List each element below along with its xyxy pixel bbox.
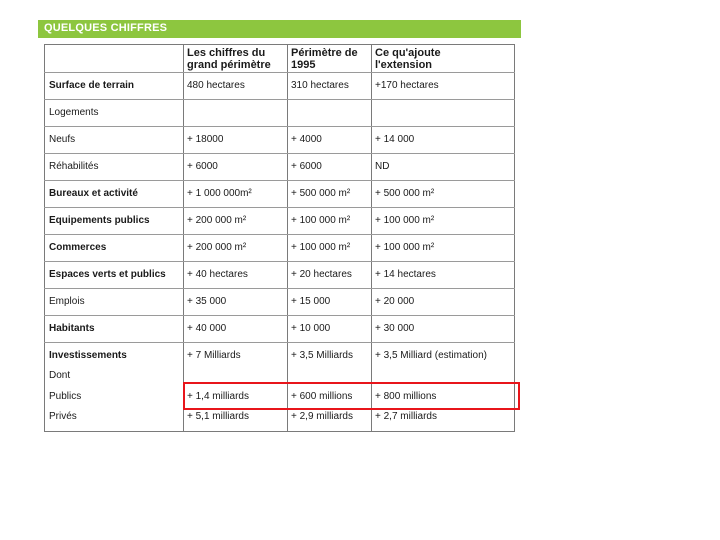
row-label: Surface de terrain xyxy=(49,80,135,91)
table-cell: + 500 000 m² xyxy=(375,188,435,199)
table-cell: + 3,5 Milliard (estimation) xyxy=(375,350,487,361)
row-divider xyxy=(44,288,515,289)
table-cell: + 1 000 000m² xyxy=(187,188,252,199)
table-cell: + 2,9 milliards xyxy=(291,411,353,422)
table-cell: + 200 000 m² xyxy=(187,215,247,226)
table-cell: + 14 000 xyxy=(375,134,415,145)
table-cell: + 3,5 Milliards xyxy=(291,350,353,361)
table-cell: + 4000 xyxy=(291,134,322,145)
row-label: Emplois xyxy=(49,296,85,307)
table-cell: + 1,4 milliards xyxy=(187,391,249,402)
table-cell: + 40 000 xyxy=(187,323,227,334)
row-divider xyxy=(44,153,515,154)
table-cell: + 100 000 m² xyxy=(291,215,351,226)
row-label: Publics xyxy=(49,391,82,402)
table-cell: + 6000 xyxy=(187,161,218,172)
table-cell: + 100 000 m² xyxy=(375,215,435,226)
column-header-extension: Ce qu'ajoute l'extension xyxy=(375,47,441,71)
column-divider xyxy=(183,44,184,432)
row-label: Espaces verts et publics xyxy=(49,269,166,280)
row-divider xyxy=(44,207,515,208)
row-label: Privés xyxy=(49,411,77,422)
highlight-box xyxy=(183,382,520,410)
table-cell: 310 hectares xyxy=(291,80,349,91)
row-label: Réhabilités xyxy=(49,161,99,172)
row-label: Neufs xyxy=(49,134,76,145)
table-cell: + 500 000 m² xyxy=(291,188,351,199)
table-cell: + 14 hectares xyxy=(375,269,436,280)
row-divider xyxy=(44,126,515,127)
row-divider xyxy=(44,72,515,73)
table-cell: + 200 000 m² xyxy=(187,242,247,253)
table-cell: + 20 hectares xyxy=(291,269,352,280)
table-cell: + 6000 xyxy=(291,161,322,172)
row-divider xyxy=(44,261,515,262)
table-cell: + 30 000 xyxy=(375,323,415,334)
title: QUELQUES CHIFFRES xyxy=(44,22,168,34)
column-header-grand-perimetre: Les chiffres du grand périmètre xyxy=(187,47,271,71)
figures-table xyxy=(44,44,515,432)
row-label: Commerces xyxy=(49,242,107,253)
column-header-perimetre-1995: Périmètre de 1995 xyxy=(291,47,358,71)
table-cell: + 20 000 xyxy=(375,296,415,307)
table-cell: + 40 hectares xyxy=(187,269,248,280)
row-label: Dont xyxy=(49,370,71,381)
row-label: Habitants xyxy=(49,323,95,334)
table-cell: ND xyxy=(375,161,390,172)
table-cell: 480 hectares xyxy=(187,80,245,91)
row-divider xyxy=(44,99,515,100)
table-cell: +170 hectares xyxy=(375,80,439,91)
table-cell: + 100 000 m² xyxy=(375,242,435,253)
row-label: Logements xyxy=(49,107,99,118)
row-divider xyxy=(44,234,515,235)
table-cell: + 10 000 xyxy=(291,323,331,334)
column-divider xyxy=(287,44,288,432)
table-cell: + 5,1 milliards xyxy=(187,411,249,422)
row-divider xyxy=(44,315,515,316)
title-banner xyxy=(38,20,521,38)
table-cell: + 2,7 milliards xyxy=(375,411,437,422)
row-divider xyxy=(44,342,515,343)
row-label: Investissements xyxy=(49,350,127,361)
row-divider xyxy=(44,180,515,181)
row-label: Equipements publics xyxy=(49,215,150,226)
table-cell: + 18000 xyxy=(187,134,224,145)
column-divider xyxy=(371,44,372,432)
table-cell: + 15 000 xyxy=(291,296,331,307)
table-cell: + 100 000 m² xyxy=(291,242,351,253)
table-cell: + 7 Milliards xyxy=(187,350,241,361)
row-label: Bureaux et activité xyxy=(49,188,138,199)
table-cell: + 35 000 xyxy=(187,296,227,307)
table-cell: + 600 millions xyxy=(291,391,353,402)
table-cell: + 800 millions xyxy=(375,391,437,402)
